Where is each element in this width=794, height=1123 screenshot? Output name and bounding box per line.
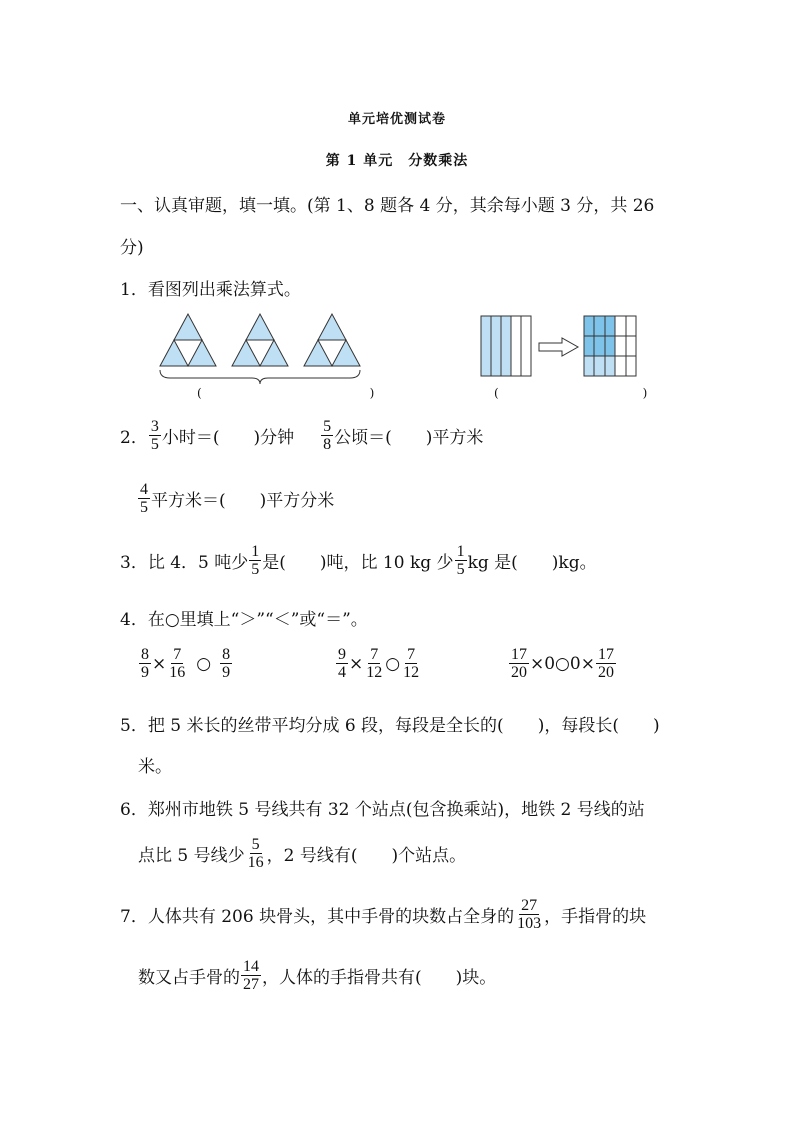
fraction: $\frac{3}{5}$ (150, 418, 159, 453)
fraction: $\frac{27}{103}$ (517, 897, 542, 932)
fraction: $\frac{17}{20}$ (511, 646, 527, 681)
question-5-cont: 米。 (138, 757, 172, 777)
q4-expression-3 (508, 646, 617, 681)
strip-rectangle (481, 316, 531, 376)
q1-left-answer-blank[interactable]: ( ) (197, 386, 375, 400)
fraction: $\frac{4}{5}$ (140, 481, 148, 516)
question-7-cont (138, 958, 496, 993)
section-heading: 一、认真审题，填一填。(第 1、8 题各 4 分，其余每小题 3 分，共 26 (120, 196, 655, 216)
page-title: 单元培优测试卷 (347, 112, 446, 127)
compare-expression[interactable]: ×0○0× (530, 653, 595, 674)
triangle-figure-3 (304, 314, 360, 366)
q2-label: 2． (120, 428, 148, 448)
q3-part3: kg 是( )kg。 (467, 553, 597, 573)
question-2-cont (137, 481, 334, 516)
fraction: $\frac{5}{16}$ (247, 836, 264, 871)
brace (160, 370, 360, 384)
q7-part-d: ，人体的手指骨共有( )块。 (262, 968, 497, 988)
times-sign: × (349, 653, 364, 674)
question-4: 4．在○里填上“＞”“＜”或“＝”。 (120, 610, 368, 630)
fraction: $\frac{1}{5}$ (456, 543, 465, 578)
q2-part-b: 公顷＝( )平方米 (334, 428, 484, 448)
question-2 (120, 418, 483, 453)
triangle-figure-2 (232, 314, 288, 366)
grid-rectangle (584, 316, 636, 376)
fraction: $\frac{8}{9}$ (141, 646, 149, 681)
section-heading-cont: 分) (120, 238, 144, 258)
compare-circle[interactable]: ○ (385, 653, 401, 674)
fraction: $\frac{1}{5}$ (251, 543, 260, 578)
q7-part-b: ，手指骨的块 (544, 907, 647, 927)
fraction: $\frac{14}{27}$ (243, 958, 259, 993)
q2-part-a: 小时＝( )分钟 (161, 428, 295, 448)
fraction: $\frac{8}{9}$ (222, 646, 231, 681)
q4-expression-1 (138, 646, 233, 681)
question-6-cont (138, 836, 466, 871)
fraction: $\frac{7}{16}$ (169, 646, 186, 681)
q1-right-answer-blank[interactable]: ( ) (494, 386, 648, 400)
question-5: 5．把 5 米长的丝带平均分成 6 段，每段是全长的( )，每段长( ) (120, 716, 660, 736)
q2-part-c: 平方米＝( )平方分米 (151, 491, 335, 511)
page-subtitle: 第 1 单元 分数乘法 (325, 153, 469, 169)
compare-circle[interactable]: ○ (196, 653, 212, 674)
question-3 (120, 543, 597, 578)
fraction: $\frac{7}{12}$ (366, 646, 383, 681)
times-sign: × (152, 653, 167, 674)
fraction: $\frac{5}{8}$ (323, 418, 332, 453)
fraction: $\frac{17}{20}$ (597, 646, 614, 681)
question-6: 6．郑州市地铁 5 号线共有 32 个站点(包含换乘站)，地铁 2 号线的站 (120, 800, 645, 820)
triangle-figure-1 (160, 314, 216, 366)
question-1: 1．看图列出乘法算式。 (120, 280, 301, 300)
arrow-icon (539, 338, 578, 356)
fraction: $\frac{7}{12}$ (403, 646, 420, 681)
fraction: $\frac{9}{4}$ (338, 646, 346, 681)
question-7 (120, 897, 646, 932)
q4-expression-2 (335, 646, 422, 681)
q7-part-a: 7．人体共有 206 块骨头，其中手骨的块数占全身的 (120, 907, 515, 927)
q6-part-a: 点比 5 号线少 (138, 846, 245, 866)
q6-part-b: ，2 号线有( )个站点。 (266, 846, 467, 866)
q7-part-c: 数又占手骨的 (138, 968, 240, 988)
q3-part2: 是( )吨，比 10 kg 少 (262, 553, 454, 573)
q3-part1: 3．比 4．5 吨少 (120, 553, 249, 573)
